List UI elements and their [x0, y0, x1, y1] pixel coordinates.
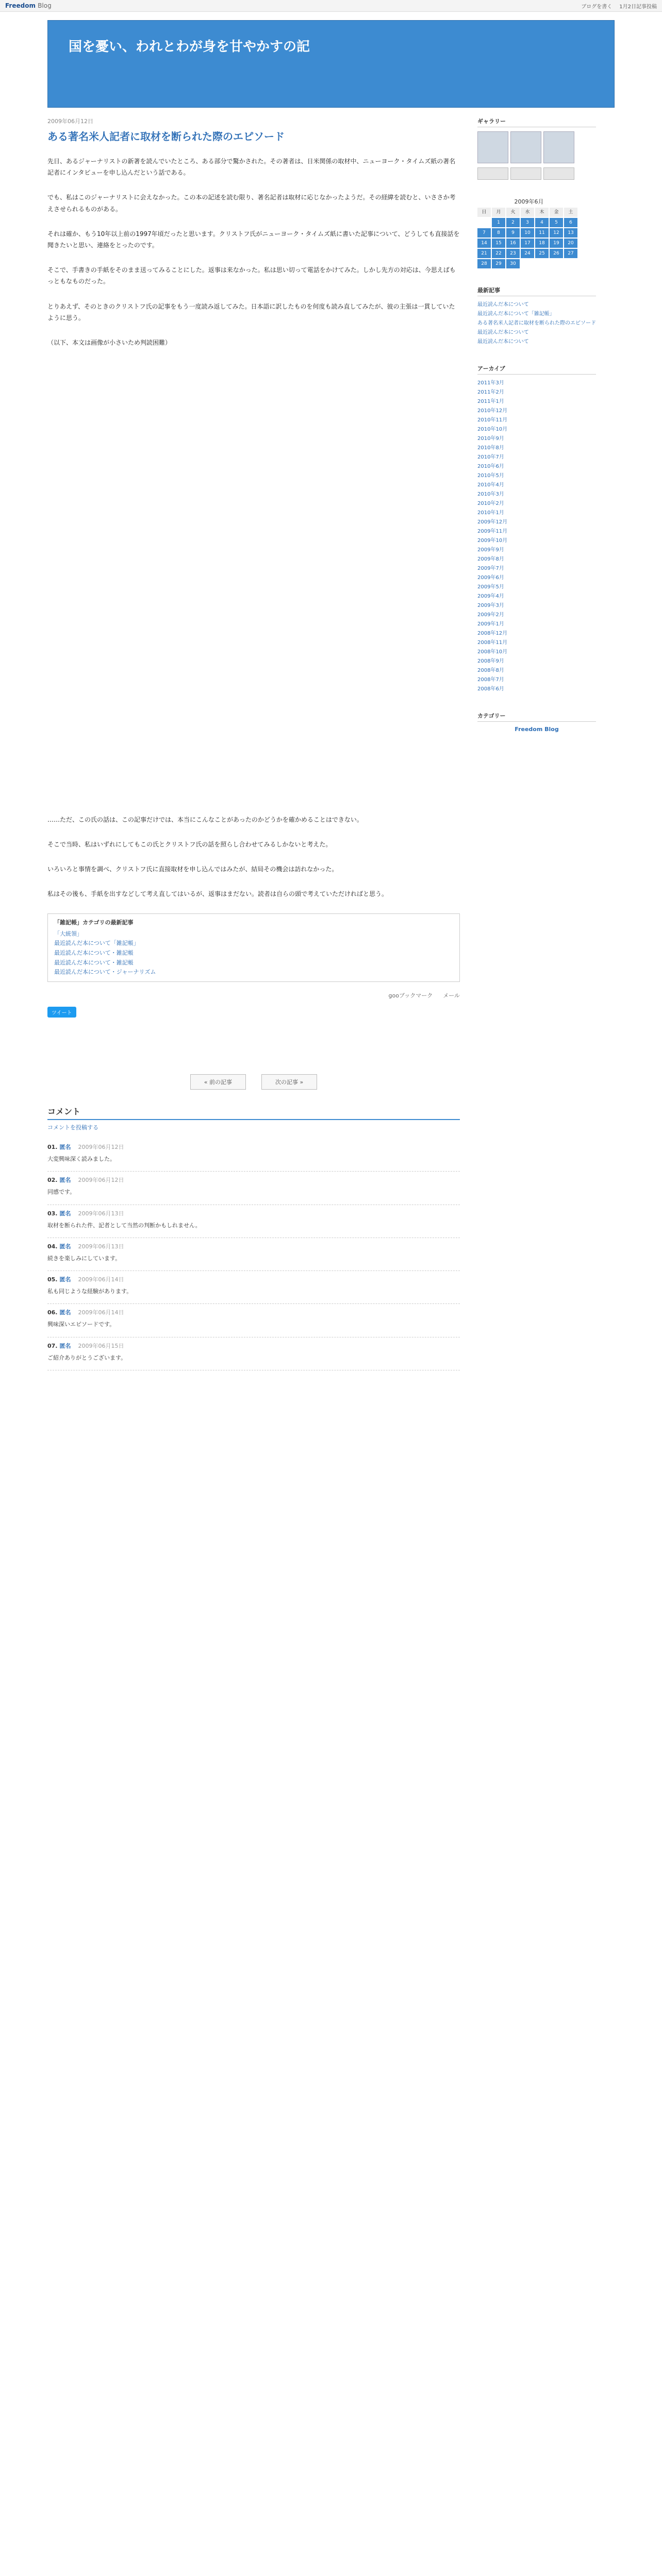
- archive-title: アーカイブ: [477, 364, 596, 375]
- calendar-day[interactable]: 15: [492, 239, 505, 248]
- archive-link[interactable]: 2011年2月: [477, 389, 504, 395]
- comment-text: 私も同じような経験があります。: [47, 1288, 133, 1295]
- brand-name: Freedom: [5, 2, 36, 9]
- related-heading: 「雑記帳」カテゴリの最新記事: [54, 919, 134, 926]
- archive-link[interactable]: 2008年11月: [477, 640, 508, 646]
- archive-link[interactable]: 2010年11月: [477, 417, 508, 423]
- comment-time: 2009年06月13日: [78, 1243, 124, 1250]
- comment-text: 大変興味深く読みました。: [47, 1156, 115, 1163]
- comments-title: コメント: [47, 1105, 460, 1120]
- pager: [47, 1074, 460, 1090]
- gallery-thumb[interactable]: [510, 131, 541, 163]
- archive-link[interactable]: 2009年12月: [477, 519, 508, 525]
- calendar-day[interactable]: 22: [492, 249, 505, 258]
- archive-link[interactable]: 2010年2月: [477, 501, 504, 506]
- related-link[interactable]: 最近読んだ本について・雑記帳: [54, 959, 134, 966]
- calendar-day[interactable]: 19: [550, 239, 563, 248]
- content-layout: [47, 117, 615, 1370]
- post-paragraph: とりあえず、そのときのクリストフ氏の記事をもう一度読み返してみた。日本語に訳したものを何度も読み直してみたが、彼の主張は一貫していたように思う。: [47, 302, 455, 321]
- comment-item: [47, 1304, 460, 1337]
- calendar-weekday: 木: [535, 208, 549, 217]
- archive-link[interactable]: 2010年9月: [477, 436, 504, 442]
- calendar-gadget: [477, 197, 596, 268]
- comment-author[interactable]: 匿名: [59, 1210, 71, 1217]
- comment-time: 2009年06月14日: [78, 1309, 124, 1316]
- mail-link[interactable]: メール: [443, 992, 460, 999]
- calendar-weekday: 水: [521, 208, 534, 217]
- gallery-gadget: [477, 117, 596, 180]
- archive-link[interactable]: 2010年6月: [477, 464, 504, 469]
- gallery-thumbs: [477, 131, 596, 163]
- archive-link[interactable]: 2010年1月: [477, 510, 504, 516]
- post-title[interactable]: ある著名米人記者に取材を断られた際のエピソード: [47, 130, 285, 143]
- footer-brand[interactable]: Freedom Blog: [515, 726, 559, 733]
- comment-item: [47, 1271, 460, 1304]
- calendar-day[interactable]: 11: [535, 228, 549, 238]
- comment-item: [47, 1205, 460, 1238]
- recent-post-link[interactable]: ある著名米人記者に取材を断られた際のエピソード: [477, 320, 596, 326]
- calendar-day[interactable]: 12: [550, 228, 563, 238]
- comment-item: [47, 1139, 460, 1172]
- calendar-caption: 2009年6月: [514, 198, 544, 205]
- calendar-day: [535, 259, 549, 268]
- category-title: カテゴリー: [477, 711, 596, 722]
- gallery-nav: [477, 167, 596, 180]
- tweet-button[interactable]: ツイート: [47, 1007, 76, 1018]
- calendar-day[interactable]: 29: [492, 259, 505, 268]
- gallery-nav-thumb[interactable]: [543, 167, 574, 180]
- related-posts: [47, 913, 460, 982]
- comment-no: 04.: [47, 1243, 58, 1250]
- comment-no: 01.: [47, 1144, 58, 1151]
- brand-logo[interactable]: [5, 2, 52, 9]
- calendar-day[interactable]: 9: [506, 228, 520, 238]
- calendar-day: [477, 218, 491, 227]
- calendar-day[interactable]: 20: [564, 239, 577, 248]
- calendar-day[interactable]: 24: [521, 249, 534, 258]
- calendar-day[interactable]: 10: [521, 228, 534, 238]
- related-link[interactable]: 最近読んだ本について・ジャーナリズム: [54, 969, 156, 976]
- archive-link[interactable]: 2011年1月: [477, 399, 504, 404]
- comment-no: 07.: [47, 1342, 58, 1349]
- recent-post-link[interactable]: 最近読んだ本について: [477, 302, 529, 308]
- archive-link[interactable]: 2008年12月: [477, 631, 508, 636]
- calendar-day[interactable]: 16: [506, 239, 520, 248]
- calendar-day[interactable]: 14: [477, 239, 491, 248]
- main-column: [47, 117, 460, 1370]
- calendar-day[interactable]: 18: [535, 239, 549, 248]
- archive-link[interactable]: 2008年9月: [477, 658, 504, 664]
- archive-link[interactable]: 2010年3月: [477, 492, 504, 497]
- bookmark-link[interactable]: gooブックマーク: [388, 992, 433, 999]
- calendar-weekday: 土: [564, 208, 577, 217]
- brand-suffix: Blog: [38, 2, 52, 9]
- post-paragraph: （以下、本文は画像が小さいため判読困難）: [47, 338, 172, 346]
- calendar-day[interactable]: 30: [506, 259, 520, 268]
- comment-post-link[interactable]: コメントを投稿する: [47, 1124, 98, 1131]
- comment-item: [47, 1337, 460, 1370]
- recent-post-link[interactable]: 最近読んだ本について: [477, 330, 529, 335]
- calendar-day[interactable]: 3: [521, 218, 534, 227]
- comment-time: 2009年06月12日: [78, 1144, 124, 1151]
- comment-no: 05.: [47, 1276, 58, 1283]
- archive-link[interactable]: 2009年3月: [477, 603, 504, 608]
- comment-author[interactable]: 匿名: [59, 1177, 71, 1184]
- calendar-day[interactable]: 5: [550, 218, 563, 227]
- comment-text: 同感です。: [47, 1189, 76, 1196]
- recent-posts-gadget: [477, 286, 596, 347]
- post-paragraph: そこで当時、私はいずれにしてもこの氏とクリストフ氏の話を照らし合わせてみるしかないと考えた。: [47, 841, 332, 849]
- post-paragraph: そこで、手書きの手紙をそのまま送ってみることにした。返事は来なかった。私は思い切って電話をかけてみた。しかし先方の対応は、今思えばもっともなものだった。: [47, 266, 456, 285]
- calendar-day[interactable]: 8: [492, 228, 505, 238]
- archive-list: [477, 379, 596, 694]
- post-date: 2009年06月12日: [47, 118, 93, 125]
- archive-link[interactable]: 2009年8月: [477, 556, 504, 562]
- top-link-post[interactable]: 1月2日記事投稿: [619, 4, 657, 10]
- archive-link[interactable]: 2009年11月: [477, 529, 508, 534]
- prev-post-button[interactable]: « 前の記事: [190, 1074, 246, 1090]
- archive-link[interactable]: 2010年4月: [477, 482, 504, 488]
- top-link-write[interactable]: ブログを書く: [581, 4, 613, 10]
- calendar-day[interactable]: 21: [477, 249, 491, 258]
- comment-no: 02.: [47, 1177, 58, 1184]
- comment-no: 03.: [47, 1210, 58, 1217]
- archive-link[interactable]: 2009年4月: [477, 594, 504, 599]
- archive-link[interactable]: 2009年1月: [477, 621, 504, 627]
- calendar-day[interactable]: 13: [564, 228, 577, 238]
- gallery-title: ギャラリー: [477, 117, 596, 127]
- top-links: [581, 2, 657, 10]
- archive-link[interactable]: 2010年7月: [477, 454, 504, 460]
- archive-link[interactable]: 2008年10月: [477, 649, 508, 655]
- archive-link[interactable]: 2010年5月: [477, 473, 504, 479]
- archive-link[interactable]: 2008年7月: [477, 677, 504, 683]
- post-paragraph: 私はその後も、手紙を出すなどして考え直してはいるが、返事はまだない。読者は自らの頭で考えていただければと思う。: [47, 890, 388, 898]
- post-paragraph: 先日、あるジャーナリストの新著を読んでいたところ、ある部分で驚かされた。その著者は、日米関係の取材中、ニューヨーク・タイムズ紙の著名記者にインタビューを申し込んだという話である。: [47, 158, 456, 177]
- calendar-day[interactable]: 4: [535, 218, 549, 227]
- comment-time: 2009年06月12日: [78, 1177, 124, 1184]
- sidebar: [477, 117, 596, 1370]
- blog-header: [47, 20, 615, 108]
- calendar-day[interactable]: 1: [492, 218, 505, 227]
- calendar-day: [521, 259, 534, 268]
- calendar-day[interactable]: 6: [564, 218, 577, 227]
- post-paragraph: いろいろと事情を調べ、クリストフ氏に直接取材を申し込んではみたが、結局その機会は訪れなかった。: [47, 866, 338, 873]
- archive-link[interactable]: 2010年8月: [477, 445, 504, 451]
- calendar-day: [564, 259, 577, 268]
- comment-time: 2009年06月13日: [78, 1210, 124, 1217]
- comment-text: ご紹介ありがとうございます。: [47, 1354, 127, 1361]
- gallery-thumb[interactable]: [543, 131, 574, 163]
- calendar-day[interactable]: 26: [550, 249, 563, 258]
- calendar-day: [550, 259, 563, 268]
- calendar-day[interactable]: 28: [477, 259, 491, 268]
- calendar-weekday: 金: [550, 208, 563, 217]
- calendar-day[interactable]: 23: [506, 249, 520, 258]
- next-post-button[interactable]: 次の記事 »: [261, 1074, 317, 1090]
- comment-author[interactable]: 匿名: [59, 1144, 71, 1151]
- comment-time: 2009年06月14日: [78, 1276, 124, 1283]
- comment-item: [47, 1172, 460, 1205]
- recent-post-link[interactable]: 最近読んだ本について「雑記帳」: [477, 311, 555, 317]
- calendar-day[interactable]: 25: [535, 249, 549, 258]
- calendar-day[interactable]: 2: [506, 218, 520, 227]
- archive-link[interactable]: 2009年6月: [477, 575, 504, 581]
- related-link[interactable]: 最近読んだ本について・雑記帳: [54, 950, 134, 956]
- related-link[interactable]: 「大統領」: [54, 930, 82, 937]
- archive-link[interactable]: 2008年8月: [477, 668, 504, 673]
- gallery-nav-thumb[interactable]: [510, 167, 541, 180]
- comment-time: 2009年06月15日: [78, 1342, 124, 1349]
- comment-author[interactable]: 匿名: [59, 1342, 71, 1349]
- archive-gadget: [477, 364, 596, 694]
- post-paragraph: それは確か、もう10年以上前の1997年頃だったと思います。クリストフ氏がニューヨーク・タイムズ紙に書いた記事について、どうしても直接話を聞きたいと思い、連絡をとったのです。: [47, 230, 460, 249]
- archive-link[interactable]: 2009年10月: [477, 538, 508, 544]
- recent-post-link[interactable]: 最近読んだ本について: [477, 339, 529, 345]
- calendar-weekday: 日: [477, 208, 491, 217]
- recent-posts-title: 最新記事: [477, 286, 596, 296]
- related-link[interactable]: 最近読んだ本について「雑記帳」: [54, 940, 139, 947]
- calendar-weekday: 月: [492, 208, 505, 217]
- comment-author[interactable]: 匿名: [59, 1276, 71, 1283]
- top-bar: [0, 0, 662, 12]
- blog-title[interactable]: 国を憂い、われとわが身を甘やかすの記: [69, 39, 310, 55]
- category-gadget: [477, 711, 596, 733]
- comment-text: 興味深いエピソードです。: [47, 1321, 115, 1328]
- gallery-thumb[interactable]: [477, 131, 508, 163]
- comment-author[interactable]: 匿名: [59, 1243, 71, 1250]
- archive-link[interactable]: 2011年3月: [477, 380, 504, 386]
- calendar-day[interactable]: 17: [521, 239, 534, 248]
- comment-text: 続きを楽しみにしています。: [47, 1255, 121, 1262]
- archive-link[interactable]: 2010年10月: [477, 427, 508, 432]
- archive-link[interactable]: 2008年6月: [477, 686, 504, 692]
- gallery-nav-thumb[interactable]: [477, 167, 508, 180]
- calendar-weekday: 火: [506, 208, 520, 217]
- comment-text: 取材を断られた件、記者として当然の判断かもしれません。: [47, 1222, 201, 1229]
- archive-link[interactable]: 2009年5月: [477, 584, 504, 590]
- calendar-day[interactable]: 7: [477, 228, 491, 238]
- share-bar: [47, 991, 460, 999]
- comment-item: [47, 1238, 460, 1271]
- post-paragraph: ……ただ、この氏の話は、この記事だけでは、本当にこんなことがあったのかどうかを確かめることはできない。: [47, 816, 363, 823]
- archive-link[interactable]: 2010年12月: [477, 408, 508, 414]
- post-body: [47, 156, 460, 900]
- archive-link[interactable]: 2009年7月: [477, 566, 504, 571]
- page-wrapper: [47, 20, 615, 1370]
- calendar-day[interactable]: 27: [564, 249, 577, 258]
- archive-link[interactable]: 2009年2月: [477, 612, 504, 618]
- comment-no: 06.: [47, 1309, 58, 1316]
- comment-author[interactable]: 匿名: [59, 1309, 71, 1316]
- calendar-grid: [477, 208, 581, 268]
- post-paragraph: でも、私はこのジャーナリストに会えなかった。この本の記述を読む限り、著名記者は取材に応じなかったようだ。その経緯を読むと、いささか考えさせられるものがある。: [47, 194, 456, 213]
- archive-link[interactable]: 2009年9月: [477, 547, 504, 553]
